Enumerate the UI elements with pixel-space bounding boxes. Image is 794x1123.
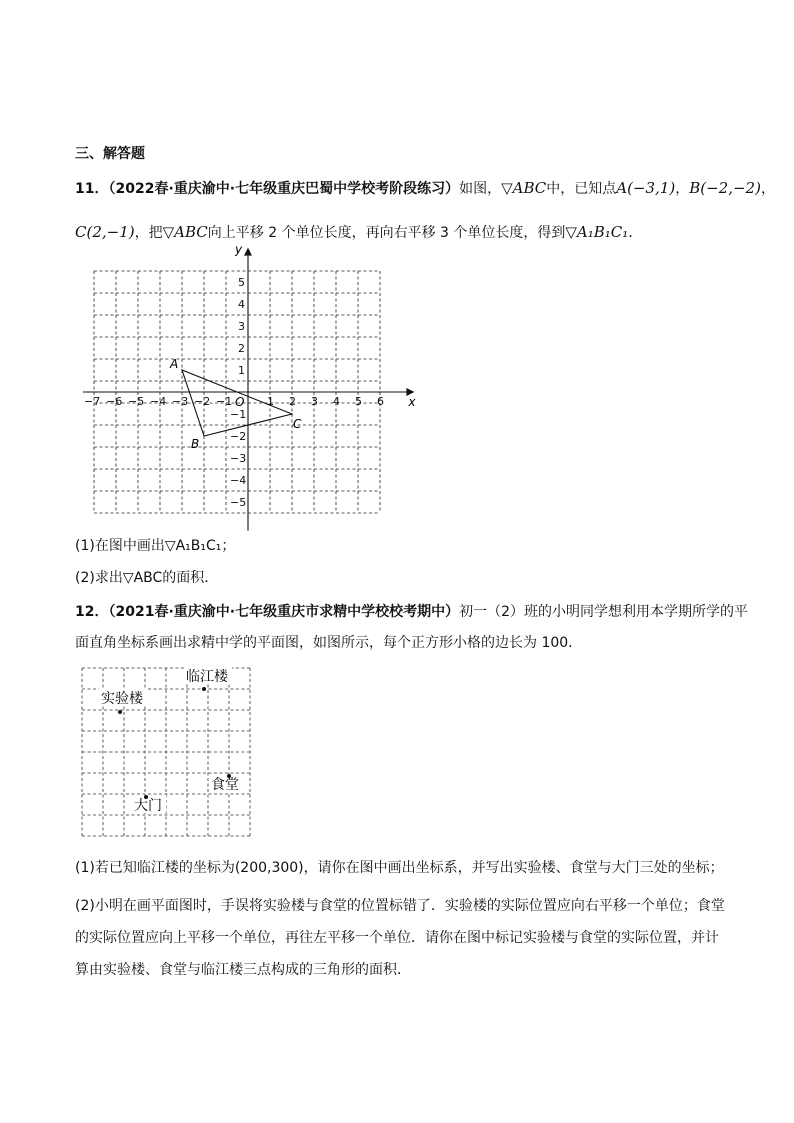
q11-point-c: C(2,−1) bbox=[75, 223, 135, 241]
linjiang-building-point bbox=[202, 687, 206, 691]
y-tick-label: −5 bbox=[230, 496, 247, 509]
lab-building-point bbox=[118, 710, 122, 714]
x-tick-label: 6 bbox=[377, 395, 384, 408]
q11-text2c: ． bbox=[628, 225, 643, 241]
q11-triangle-abc: ▽ABC bbox=[501, 179, 547, 197]
x-tick-label: −7 bbox=[84, 395, 101, 408]
q12-source: （2021春·重庆渝中·七年级重庆市求精中学校校考期中） bbox=[108, 604, 460, 620]
q12-number: 12． bbox=[75, 604, 109, 620]
x-tick-label: 2 bbox=[289, 395, 296, 408]
x-tick-label: −4 bbox=[150, 395, 167, 408]
point-c-label: C bbox=[293, 417, 302, 431]
q11-line1 bbox=[75, 178, 775, 199]
y-axis-label: y bbox=[235, 242, 243, 257]
q12-line1 bbox=[75, 602, 748, 622]
y-tick-label: 1 bbox=[238, 364, 245, 377]
q11-text-mid: 中，已知点 bbox=[546, 181, 617, 197]
y-axis-arrow bbox=[244, 248, 252, 256]
q11-point-a: A(−3,1) bbox=[616, 179, 676, 197]
x-tick-label: −5 bbox=[128, 395, 145, 408]
y-tick-label: 4 bbox=[238, 298, 245, 311]
lab-building-label: 实验楼 bbox=[101, 691, 143, 707]
q11-line2 bbox=[75, 222, 642, 243]
point-b-label: B bbox=[191, 437, 200, 451]
q11-triangle-a1b1c1: ▽A₁B₁C₁ bbox=[565, 223, 629, 241]
q11-text: 如图， bbox=[459, 181, 502, 197]
q12-sub2-line2: 的实际位置应向上平移一个单位，再往左平移一个单位．请你在图中标记实验楼与食堂的实际位置，并计 bbox=[75, 930, 719, 946]
x-axis-label: x bbox=[408, 395, 416, 409]
canteen-label: 食堂 bbox=[211, 777, 239, 793]
x-tick-label: 1 bbox=[267, 395, 274, 408]
q11-number: 11． bbox=[75, 181, 109, 197]
q11-point-b: B(−2,−2) bbox=[689, 179, 761, 197]
point-a-label: A bbox=[170, 357, 179, 371]
y-tick-label: 3 bbox=[238, 320, 245, 333]
y-tick-label: −4 bbox=[230, 474, 247, 487]
x-tick-label: 3 bbox=[311, 395, 318, 408]
y-tick-label: −3 bbox=[230, 452, 247, 465]
q12-sub2-line3: 算由实验楼、食堂与临江楼三点构成的三角形的面积． bbox=[75, 962, 411, 978]
q11-source: （2022春·重庆渝中·七年级重庆巴蜀中学校考阶段练习） bbox=[108, 181, 460, 197]
q12-school-map bbox=[70, 660, 260, 840]
y-tick-label: 2 bbox=[238, 342, 245, 355]
x-tick-label: 4 bbox=[333, 395, 340, 408]
q11-sub1: (1)在图中画出▽A₁B₁C₁； bbox=[75, 538, 236, 554]
q11-sep2: ， bbox=[760, 181, 775, 197]
q11-sub2: (2)求出▽ABC的面积． bbox=[75, 570, 219, 586]
q11-coordinate-graph bbox=[70, 242, 416, 527]
linjiang-building-label: 临江楼 bbox=[186, 669, 228, 685]
origin-label: O bbox=[235, 395, 245, 409]
q12-sub2-line1: (2)小明在画平面图时，手误将实验楼与食堂的位置标错了．实验楼的实际位置应向右平移一个单位；食堂 bbox=[75, 898, 725, 914]
x-tick-label: −2 bbox=[194, 395, 211, 408]
x-tick-label: −6 bbox=[106, 395, 123, 408]
main-gate-label: 大门 bbox=[134, 798, 162, 814]
y-tick-label: −2 bbox=[230, 430, 247, 443]
x-tick-label: −3 bbox=[172, 395, 189, 408]
section-title: 三、解答题 bbox=[75, 146, 145, 162]
q12-text1: 初一（2）班的小明同学想利用本学期所学的平 bbox=[459, 604, 748, 620]
y-tick-label: −1 bbox=[230, 408, 247, 421]
y-tick-label: 5 bbox=[238, 276, 245, 289]
x-tick-label: −1 bbox=[216, 395, 233, 408]
q12-line2: 面直角坐标系画出求精中学的平面图，如图所示，每个正方形小格的边长为 100． bbox=[75, 635, 583, 651]
x-tick-label: 5 bbox=[355, 395, 362, 408]
q11-triangle-abc-2: ▽ABC bbox=[162, 223, 208, 241]
q11-text2b: 向上平移 2 个单位长度，再向右平移 3 个单位长度，得到 bbox=[207, 225, 566, 241]
q11-text2a: ，把 bbox=[134, 225, 163, 241]
q12-sub1: (1)若已知临江楼的坐标为(200,300)，请你在图中画出坐标系，并写出实验楼、食堂与大门三处的坐标； bbox=[75, 860, 724, 876]
q11-sep1: ， bbox=[675, 181, 690, 197]
